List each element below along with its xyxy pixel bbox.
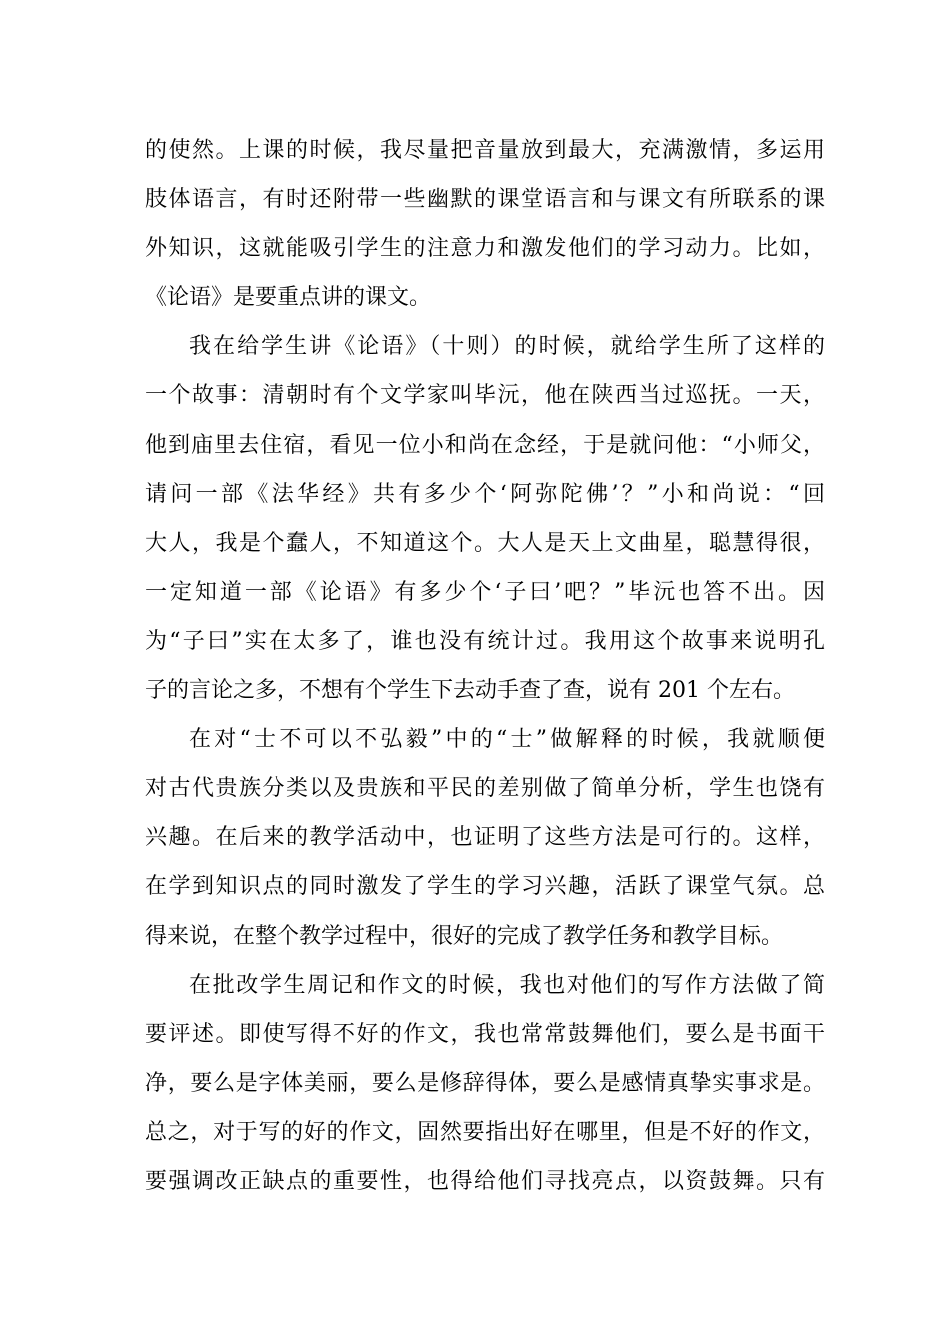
text-line: 大人，我是个蠢人，不知道这个。大人是天上文曲星，聪慧得很， [145,530,825,556]
paragraph-first-line: 在批改学生周记和作文的时候，我也对他们的写作方法做了简 [189,972,825,998]
text-line: 外知识，这就能吸引学生的注意力和激发他们的学习动力。比如， [145,236,825,262]
text-line: 兴趣。在后来的教学活动中，也证明了这些方法是可行的。这样， [145,825,825,851]
text-line: 肢体语言，有时还附带一些幽默的课堂语言和与课文有所联系的课 [145,187,825,213]
text-line: 《论语》是要重点讲的课文。 [145,285,432,311]
paragraph-first-line: 我在给学生讲《论语》（十则）的时候，就给学生所了这样的 [189,334,825,360]
text-line: 请问一部《法华经》共有多少个‘阿弥陀佛’？”小和尚说：“回 [145,481,825,507]
text-line: 他到庙里去住宿，看见一位小和尚在念经，于是就问他：“小师父， [145,432,825,458]
text-line: 一定知道一部《论语》有多少个‘子曰’吧？”毕沅也答不出。因 [145,579,825,605]
text-line: 总之，对于写的好的作文，固然要指出好在哪里，但是不好的作文， [145,1119,825,1145]
text-line: 为“子曰”实在太多了，谁也没有统计过。我用这个故事来说明孔 [145,628,825,654]
text-line: 对古代贵族分类以及贵族和平民的差别做了简单分析，学生也饶有 [145,776,825,802]
text-line: 得来说，在整个教学过程中，很好的完成了教学任务和教学目标。 [145,923,784,949]
text-line: 在学到知识点的同时激发了学生的学习兴趣，活跃了课堂气氛。总 [145,874,825,900]
text-line: 一个故事：清朝时有个文学家叫毕沅，他在陕西当过巡抚。一天， [145,383,825,409]
text-line: 要强调改正缺点的重要性，也得给他们寻找亮点，以资鼓舞。只有 [145,1168,825,1194]
text-line: 的使然。上课的时候，我尽量把音量放到最大，充满激情，多运用 [145,138,825,163]
paragraph-first-line: 在对“士不可以不弘毅”中的“士”做解释的时候，我就顺便 [189,727,825,753]
body-text [145,126,825,1206]
text-line: 子的言论之多，不想有个学生下去动手查了查，说有 201 个左右。 [145,678,795,704]
text-line: 净，要么是字体美丽，要么是修辞得体，要么是感情真挚实事求是。 [145,1070,825,1096]
text-line: 要评述。即使写得不好的作文，我也常常鼓舞他们，要么是书面干 [145,1021,825,1047]
